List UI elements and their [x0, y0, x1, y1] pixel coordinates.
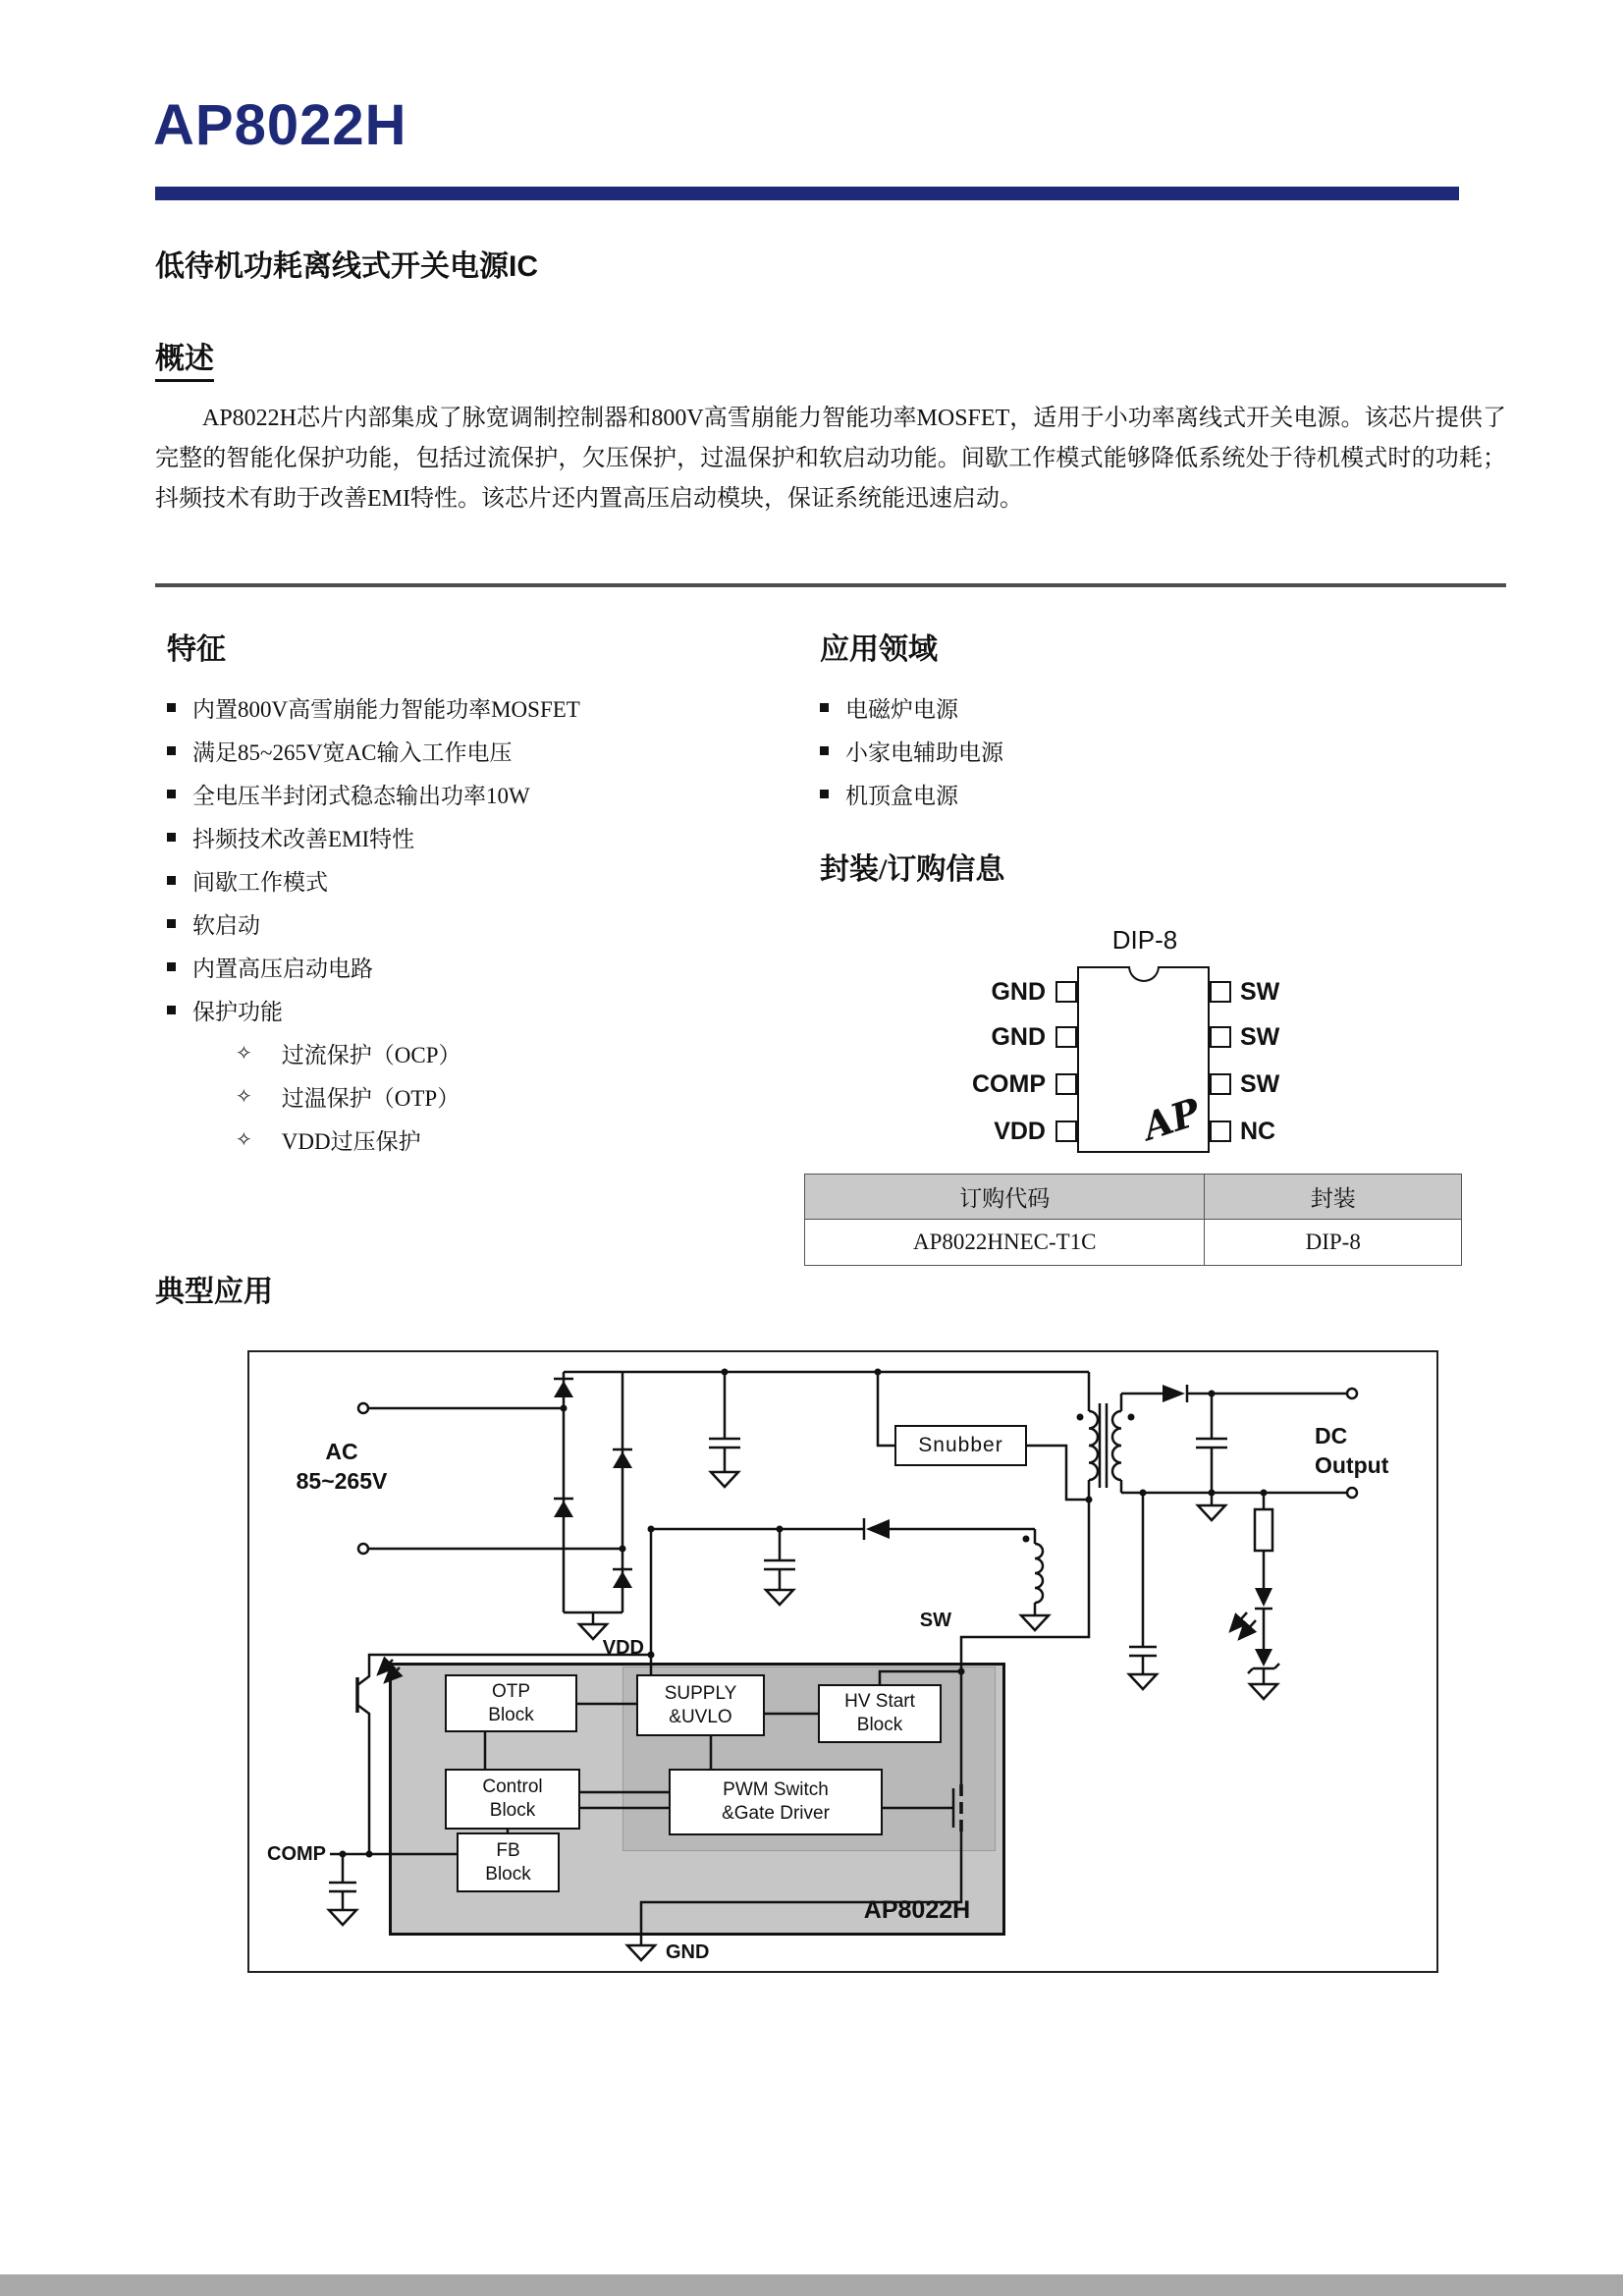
- otp-block: OTP Block: [445, 1674, 577, 1732]
- ac-input-line1: AC: [325, 1439, 358, 1464]
- feature-text: 抖频技术改善EMI特性: [192, 826, 415, 851]
- protection-item: [236, 1031, 746, 1074]
- protection-item: [236, 1074, 746, 1118]
- pin-label-gnd1: GND: [991, 978, 1046, 1006]
- square-bullet-icon: [167, 746, 176, 755]
- square-bullet-icon: [167, 790, 176, 798]
- application-text: 机顶盒电源: [845, 783, 958, 808]
- square-bullet-icon: [167, 833, 176, 842]
- brand-bar: [155, 187, 1459, 200]
- dc-output-line1: DC: [1315, 1423, 1348, 1449]
- application-text: 电磁炉电源: [845, 696, 958, 722]
- ac-input-line2: 85~265V: [296, 1468, 388, 1494]
- typical-application-diagram: [247, 1350, 1438, 1973]
- applications-heading: 应用领域: [820, 633, 938, 666]
- ordering-package-cell: DIP-8: [1205, 1220, 1461, 1265]
- ordering-heading: 封装/订购信息: [820, 853, 1005, 886]
- feature-item: [167, 815, 800, 858]
- square-bullet-icon: [167, 1006, 176, 1014]
- features-list: [167, 685, 800, 1031]
- square-bullet-icon: [820, 746, 829, 755]
- pin-label-sw2: SW: [1240, 1023, 1280, 1051]
- square-bullet-icon: [820, 790, 829, 798]
- pin-label-sw1: SW: [1240, 978, 1280, 1006]
- protection-item: [236, 1118, 746, 1161]
- dip-pin-5: [1210, 1121, 1231, 1142]
- application-item: [820, 772, 1370, 815]
- square-bullet-icon: [167, 962, 176, 971]
- page-bottom-edge: [0, 2274, 1623, 2296]
- feature-item: [167, 858, 800, 902]
- diamond-bullet-icon: ✧: [236, 1085, 252, 1108]
- feature-text: 软启动: [192, 912, 260, 938]
- square-bullet-icon: [167, 919, 176, 928]
- feature-item: [167, 945, 800, 988]
- dc-output-label: [1315, 1421, 1437, 1480]
- pwm-switch-block: PWM Switch &Gate Driver: [669, 1769, 883, 1835]
- fb-block: FB Block: [457, 1832, 560, 1892]
- dc-output-line2: Output: [1315, 1452, 1389, 1478]
- dip-pin-8: [1210, 981, 1231, 1003]
- applications-list: [820, 685, 1370, 815]
- supply-uvlo-block: SUPPLY &UVLO: [636, 1674, 765, 1736]
- chip-name-label: AP8022H: [863, 1896, 971, 1924]
- diamond-bullet-icon: ✧: [236, 1042, 252, 1065]
- dip-pin-1: [1055, 981, 1077, 1003]
- feature-text: 满足85~265V宽AC输入工作电压: [192, 739, 513, 765]
- package-notch-icon: [1128, 966, 1160, 982]
- dip-pin-7: [1210, 1026, 1231, 1048]
- dip-pin-2: [1055, 1026, 1077, 1048]
- snubber-block: Snubber: [894, 1425, 1027, 1466]
- ordering-table-header-code: 订购代码: [805, 1175, 1205, 1220]
- protection-text: VDD过压保护: [281, 1128, 421, 1154]
- application-item: [820, 685, 1370, 729]
- dip-pin-6: [1210, 1073, 1231, 1095]
- comp-pin-label: COMP: [267, 1843, 326, 1865]
- protection-sublist: [236, 1031, 746, 1161]
- square-bullet-icon: [167, 703, 176, 712]
- page-title: AP8022H: [153, 93, 407, 157]
- application-item: [820, 729, 1370, 772]
- feature-item: [167, 685, 800, 729]
- feature-text: 内置高压启动电路: [192, 956, 373, 981]
- dip-pin-4: [1055, 1121, 1077, 1142]
- hv-start-block: HV Start Block: [818, 1684, 942, 1743]
- pin-label-nc: NC: [1240, 1118, 1276, 1145]
- square-bullet-icon: [820, 703, 829, 712]
- protection-text: 过温保护（OTP）: [281, 1085, 460, 1111]
- ordering-table: [804, 1174, 1462, 1266]
- feature-item: [167, 902, 800, 945]
- dip-pin-3: [1055, 1073, 1077, 1095]
- vdd-pin-label: VDD: [602, 1637, 644, 1659]
- doc-subtitle: 低待机功耗离线式开关电源IC: [155, 250, 538, 283]
- feature-text: 全电压半封闭式稳态输出功率10W: [192, 783, 530, 808]
- feature-text: 内置800V高雪崩能力智能功率MOSFET: [192, 696, 580, 722]
- overview-paragraph: AP8022H芯片内部集成了脉宽调制控制器和800V高雪崩能力智能功率MOSFET，适用于小功率离线式开关电源。该芯片提供了完整的智能化保护功能，包括过流保护，欠压保护，过温保护和软启动功能。间歇工作模式能够降低系统处于待机模式时的功耗；抖频技术有助于改善EMI特性。该芯片还内置高压启动模块，保证系统能迅速启动。: [155, 406, 1506, 512]
- control-block: Control Block: [445, 1769, 580, 1830]
- ordering-table-header-package: 封装: [1205, 1175, 1461, 1220]
- pin-label-vdd: VDD: [994, 1118, 1046, 1145]
- features-heading: 特征: [167, 633, 226, 666]
- dip8-package-label: DIP-8: [1111, 925, 1178, 955]
- circuit-graphics: [249, 1352, 1440, 1975]
- brand-logo-icon: AP: [1137, 1089, 1206, 1149]
- section-divider: [155, 583, 1506, 587]
- feature-item: [167, 729, 800, 772]
- application-text: 小家电辅助电源: [845, 739, 1003, 765]
- pin-label-sw3: SW: [1240, 1070, 1280, 1098]
- overview-heading: [155, 334, 214, 377]
- feature-item: [167, 772, 800, 815]
- feature-text: 保护功能: [192, 999, 283, 1024]
- pin-label-gnd2: GND: [991, 1023, 1046, 1051]
- feature-text: 间歇工作模式: [192, 869, 328, 895]
- sw-pin-label: SW: [919, 1610, 951, 1631]
- pin-label-comp: COMP: [972, 1070, 1046, 1098]
- ac-input-label: [277, 1437, 406, 1496]
- gnd-pin-label: GND: [666, 1941, 710, 1963]
- protection-text: 过流保护（OCP）: [281, 1042, 461, 1067]
- typical-app-heading: 典型应用: [155, 1276, 273, 1308]
- overview-heading-text: 概述: [155, 343, 214, 382]
- feature-item: [167, 988, 800, 1031]
- ordering-code-cell: AP8022HNEC-T1C: [805, 1220, 1205, 1265]
- square-bullet-icon: [167, 876, 176, 885]
- diamond-bullet-icon: ✧: [236, 1128, 252, 1151]
- dip8-package-body: [1077, 966, 1210, 1153]
